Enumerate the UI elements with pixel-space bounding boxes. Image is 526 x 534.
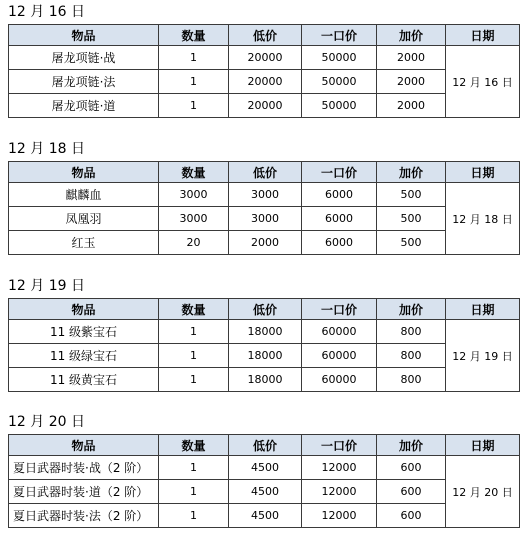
low-price-cell: 4500 <box>229 504 302 528</box>
table-header-row <box>9 162 520 183</box>
raise-cell: 500 <box>377 231 446 255</box>
table-row <box>9 207 520 231</box>
raise-cell: 500 <box>377 207 446 231</box>
table-row <box>9 456 520 480</box>
table-row <box>9 46 520 70</box>
quantity-cell: 1 <box>159 70 229 94</box>
item-name: 屠龙项链·法 <box>9 70 159 94</box>
header-item: 物品 <box>9 299 159 320</box>
quantity-cell: 3000 <box>159 183 229 207</box>
quantity-cell: 1 <box>159 480 229 504</box>
section-date-title: 12 月 16 日 <box>8 4 85 20</box>
item-name: 夏日武器时装·道（2 阶） <box>9 480 159 504</box>
raise-cell: 800 <box>377 368 446 392</box>
low-price-cell: 20000 <box>229 94 302 118</box>
section-date-title: 12 月 18 日 <box>8 141 85 157</box>
quantity-cell: 1 <box>159 46 229 70</box>
header-buyout-price: 一口价 <box>302 25 377 46</box>
buyout-cell: 12000 <box>302 456 377 480</box>
low-price-cell: 20000 <box>229 46 302 70</box>
table-row <box>9 183 520 207</box>
low-price-cell: 3000 <box>229 207 302 231</box>
date-cell: 12 月 16 日 <box>446 46 520 118</box>
item-name: 凤凰羽 <box>9 207 159 231</box>
low-price-cell: 18000 <box>229 344 302 368</box>
item-name: 屠龙项链·道 <box>9 94 159 118</box>
date-cell: 12 月 19 日 <box>446 320 520 392</box>
raise-cell: 600 <box>377 456 446 480</box>
auction-table <box>8 298 520 392</box>
item-name: 夏日武器时装·法（2 阶） <box>9 504 159 528</box>
table-row <box>9 70 520 94</box>
header-date: 日期 <box>446 162 520 183</box>
table-row <box>9 320 520 344</box>
quantity-cell: 1 <box>159 456 229 480</box>
raise-cell: 600 <box>377 480 446 504</box>
raise-cell: 2000 <box>377 94 446 118</box>
header-quantity: 数量 <box>159 435 229 456</box>
buyout-cell: 12000 <box>302 480 377 504</box>
buyout-cell: 60000 <box>302 368 377 392</box>
header-raise: 加价 <box>377 435 446 456</box>
header-quantity: 数量 <box>159 299 229 320</box>
header-item: 物品 <box>9 162 159 183</box>
low-price-cell: 20000 <box>229 70 302 94</box>
quantity-cell: 1 <box>159 368 229 392</box>
header-raise: 加价 <box>377 25 446 46</box>
auction-table <box>8 24 520 118</box>
header-buyout-price: 一口价 <box>302 435 377 456</box>
buyout-cell: 50000 <box>302 70 377 94</box>
table-header-row <box>9 25 520 46</box>
header-buyout-price: 一口价 <box>302 162 377 183</box>
section-date-title: 12 月 19 日 <box>8 278 85 294</box>
header-raise: 加价 <box>377 299 446 320</box>
header-low-price: 低价 <box>229 299 302 320</box>
date-cell: 12 月 18 日 <box>446 183 520 255</box>
auction-table <box>8 161 520 255</box>
header-item: 物品 <box>9 25 159 46</box>
buyout-cell: 60000 <box>302 320 377 344</box>
low-price-cell: 4500 <box>229 480 302 504</box>
buyout-cell: 50000 <box>302 46 377 70</box>
raise-cell: 2000 <box>377 46 446 70</box>
item-name: 屠龙项链·战 <box>9 46 159 70</box>
quantity-cell: 20 <box>159 231 229 255</box>
buyout-cell: 6000 <box>302 231 377 255</box>
header-date: 日期 <box>446 299 520 320</box>
item-name: 夏日武器时装·战（2 阶） <box>9 456 159 480</box>
item-name: 麒麟血 <box>9 183 159 207</box>
item-name: 红玉 <box>9 231 159 255</box>
auction-table <box>8 434 520 528</box>
item-name: 11 级紫宝石 <box>9 320 159 344</box>
header-date: 日期 <box>446 435 520 456</box>
low-price-cell: 3000 <box>229 183 302 207</box>
date-cell: 12 月 20 日 <box>446 456 520 528</box>
header-quantity: 数量 <box>159 25 229 46</box>
low-price-cell: 2000 <box>229 231 302 255</box>
table-row <box>9 94 520 118</box>
table-row <box>9 344 520 368</box>
table-row <box>9 231 520 255</box>
raise-cell: 500 <box>377 183 446 207</box>
header-quantity: 数量 <box>159 162 229 183</box>
header-item: 物品 <box>9 435 159 456</box>
buyout-cell: 60000 <box>302 344 377 368</box>
low-price-cell: 18000 <box>229 320 302 344</box>
quantity-cell: 1 <box>159 344 229 368</box>
table-header-row <box>9 435 520 456</box>
header-low-price: 低价 <box>229 435 302 456</box>
low-price-cell: 18000 <box>229 368 302 392</box>
raise-cell: 600 <box>377 504 446 528</box>
low-price-cell: 4500 <box>229 456 302 480</box>
buyout-cell: 12000 <box>302 504 377 528</box>
header-low-price: 低价 <box>229 25 302 46</box>
raise-cell: 800 <box>377 320 446 344</box>
buyout-cell: 6000 <box>302 183 377 207</box>
header-low-price: 低价 <box>229 162 302 183</box>
item-name: 11 级绿宝石 <box>9 344 159 368</box>
header-raise: 加价 <box>377 162 446 183</box>
item-name: 11 级黄宝石 <box>9 368 159 392</box>
header-buyout-price: 一口价 <box>302 299 377 320</box>
table-row <box>9 504 520 528</box>
quantity-cell: 1 <box>159 320 229 344</box>
buyout-cell: 6000 <box>302 207 377 231</box>
quantity-cell: 3000 <box>159 207 229 231</box>
raise-cell: 2000 <box>377 70 446 94</box>
table-row <box>9 480 520 504</box>
quantity-cell: 1 <box>159 94 229 118</box>
header-date: 日期 <box>446 25 520 46</box>
table-row <box>9 368 520 392</box>
quantity-cell: 1 <box>159 504 229 528</box>
raise-cell: 800 <box>377 344 446 368</box>
section-date-title: 12 月 20 日 <box>8 414 85 430</box>
table-header-row <box>9 299 520 320</box>
buyout-cell: 50000 <box>302 94 377 118</box>
